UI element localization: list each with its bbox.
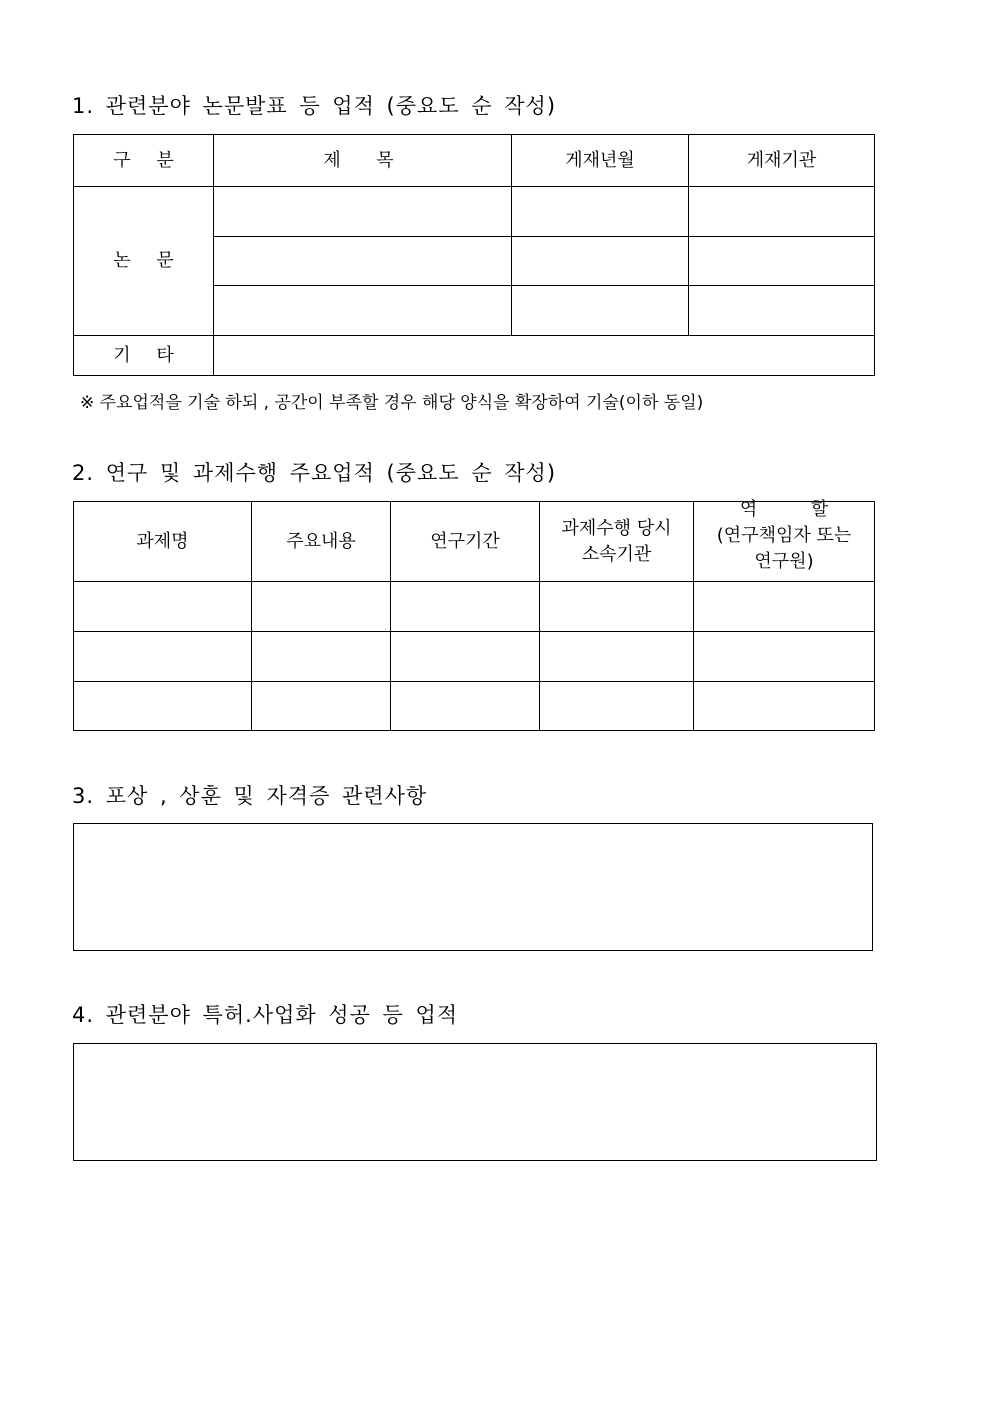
header-role-line1: 역 할: [739, 498, 843, 520]
header-date: 게재년월: [512, 135, 689, 187]
header-org-line2: 소속기관: [581, 543, 652, 565]
paper-2-date-cell[interactable]: [512, 237, 689, 286]
row-label-other: 기 타: [74, 336, 214, 376]
project-2-role-cell[interactable]: [694, 632, 875, 682]
project-1-org-cell[interactable]: [540, 582, 694, 632]
project-2-content-cell[interactable]: [252, 632, 391, 682]
header-category: 구 분: [74, 135, 214, 187]
header-role-line3: 연구원): [754, 550, 814, 572]
header-org: [540, 502, 694, 582]
header-title: 제 목: [214, 135, 512, 187]
header-content: 주요내용: [252, 502, 391, 582]
project-2-name-cell[interactable]: [74, 632, 252, 682]
project-2-org-cell[interactable]: [540, 632, 694, 682]
section4-heading: 4. 관련분야 특허.사업화 성공 등 업적: [72, 1003, 459, 1027]
paper-1-date-cell[interactable]: [512, 187, 689, 237]
paper-3-title-cell[interactable]: [214, 286, 512, 336]
paper-3-date-cell[interactable]: [512, 286, 689, 336]
header-publisher: 게재기관: [689, 135, 875, 187]
patents-box[interactable]: [73, 1043, 877, 1161]
project-3-org-cell[interactable]: [540, 682, 694, 731]
project-3-name-cell[interactable]: [74, 682, 252, 731]
project-1-period-cell[interactable]: [391, 582, 540, 632]
header-role-line2: (연구책임자 또는: [716, 524, 852, 546]
section2-heading: 2. 연구 및 과제수행 주요업적 (중요도 순 작성): [72, 461, 557, 485]
project-1-content-cell[interactable]: [252, 582, 391, 632]
row-label-paper: 논 문: [74, 187, 214, 336]
header-role: [694, 498, 875, 582]
other-content-cell[interactable]: [214, 336, 875, 376]
project-3-period-cell[interactable]: [391, 682, 540, 731]
project-2-period-cell[interactable]: [391, 632, 540, 682]
projects-table: [73, 498, 875, 731]
project-3-role-cell[interactable]: [694, 682, 875, 731]
project-3-content-cell[interactable]: [252, 682, 391, 731]
section1-heading: 1. 관련분야 논문발표 등 업적 (중요도 순 작성): [72, 94, 557, 118]
header-period: 연구기간: [391, 502, 540, 582]
paper-1-publisher-cell[interactable]: [689, 187, 875, 237]
section1-note: ※ 주요업적을 기술 하되 , 공간이 부족할 경우 해당 양식을 확장하여 기술(이하 동일): [80, 393, 704, 413]
papers-table: [73, 134, 875, 376]
header-project: 과제명: [74, 502, 252, 582]
project-1-role-cell[interactable]: [694, 582, 875, 632]
awards-box[interactable]: [73, 823, 873, 951]
section3-heading: 3. 포상 , 상훈 및 자격증 관련사항: [72, 784, 428, 808]
paper-2-publisher-cell[interactable]: [689, 237, 875, 286]
project-1-name-cell[interactable]: [74, 582, 252, 632]
paper-3-publisher-cell[interactable]: [689, 286, 875, 336]
paper-1-title-cell[interactable]: [214, 187, 512, 237]
paper-2-title-cell[interactable]: [214, 237, 512, 286]
header-org-line1: 과제수행 당시: [561, 517, 672, 539]
